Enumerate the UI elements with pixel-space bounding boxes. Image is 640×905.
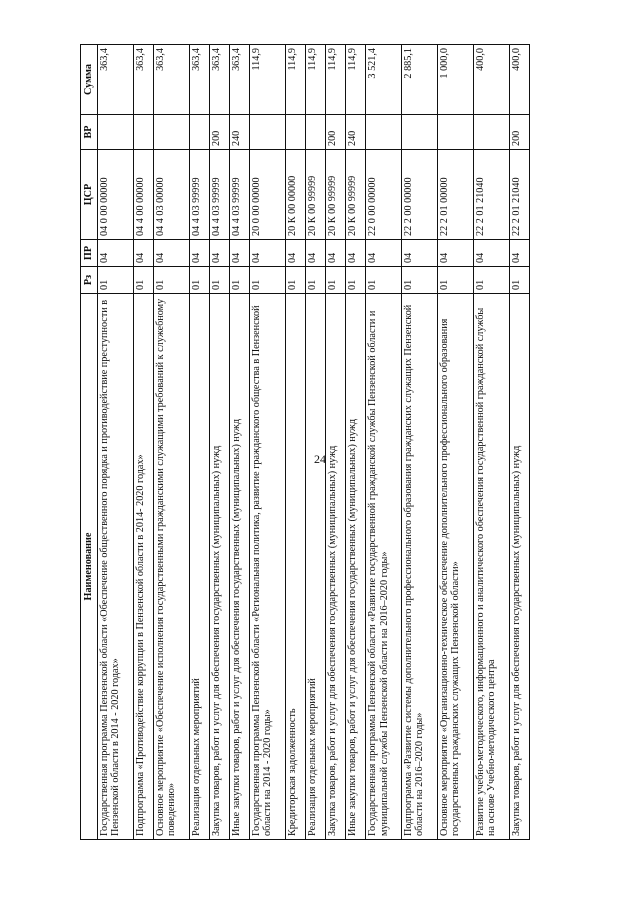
table-row	[366, 45, 402, 840]
cell-rz: 01	[402, 267, 438, 294]
cell-vr	[153, 115, 189, 150]
cell-name: Реализация отдельных мероприятий	[306, 294, 326, 840]
cell-csr: 20 К 00 99999	[306, 150, 326, 240]
cell-csr: 04 4 00 00000	[133, 150, 153, 240]
cell-pr: 04	[209, 240, 229, 267]
header-sum: Сумма	[81, 45, 98, 115]
table-row	[98, 45, 134, 840]
cell-vr	[366, 115, 402, 150]
table-row	[306, 45, 326, 840]
header-pr: ПР	[81, 240, 98, 267]
table-row	[437, 45, 473, 840]
table-row	[346, 45, 366, 840]
cell-sum: 363,4	[209, 45, 229, 115]
table-row	[209, 45, 229, 840]
cell-rz: 01	[306, 267, 326, 294]
cell-vr	[402, 115, 438, 150]
cell-name: Иные закупки товаров, работ и услуг для обеспечения государственных (муниципальных) нужд	[346, 294, 366, 840]
cell-rz: 01	[133, 267, 153, 294]
cell-sum: 363,4	[133, 45, 153, 115]
cell-rz: 01	[437, 267, 473, 294]
cell-name: Государственная программа Пензенской области «Региональная политика, развитие гражданского общества в Пензенской области на 2014 - 2020 годы»	[250, 294, 286, 840]
cell-vr	[133, 115, 153, 150]
rotated-table-container	[80, 45, 530, 840]
table-row	[509, 45, 529, 840]
budget-table	[80, 44, 530, 840]
cell-rz: 01	[346, 267, 366, 294]
cell-vr: 240	[229, 115, 249, 150]
cell-csr: 22 2 01 00000	[437, 150, 473, 240]
cell-csr: 04 4 03 99999	[229, 150, 249, 240]
cell-rz: 01	[153, 267, 189, 294]
cell-vr: 200	[326, 115, 346, 150]
cell-vr: 200	[209, 115, 229, 150]
cell-pr: 04	[326, 240, 346, 267]
table-row	[402, 45, 438, 840]
cell-name: Реализация отдельных мероприятий	[189, 294, 209, 840]
table-row	[189, 45, 209, 840]
cell-rz: 01	[229, 267, 249, 294]
cell-csr: 22 0 00 00000	[366, 150, 402, 240]
cell-rz: 01	[366, 267, 402, 294]
cell-vr	[189, 115, 209, 150]
cell-pr: 04	[437, 240, 473, 267]
cell-name: Подпрограмма «Развитие системы дополнительного профессионального образования гражданских служащих Пензенской области на 2016–2020 годы»	[402, 294, 438, 840]
cell-vr: 240	[346, 115, 366, 150]
cell-name: Кредиторская задолженность	[285, 294, 305, 840]
cell-vr	[285, 115, 305, 150]
cell-pr: 04	[402, 240, 438, 267]
cell-name: Иные закупки товаров, работ и услуг для обеспечения государственных (муниципальных) нужд	[229, 294, 249, 840]
cell-rz: 01	[509, 267, 529, 294]
table-row	[326, 45, 346, 840]
cell-name: Закупка товаров, работ и услуг для обеспечения государственных (муниципальных) нужд	[326, 294, 346, 840]
table-row	[473, 45, 509, 840]
cell-pr: 04	[153, 240, 189, 267]
cell-vr	[437, 115, 473, 150]
cell-sum: 114,9	[250, 45, 286, 115]
cell-sum: 363,4	[189, 45, 209, 115]
cell-vr: 200	[509, 115, 529, 150]
cell-pr: 04	[473, 240, 509, 267]
cell-csr: 20 К 00 99999	[346, 150, 366, 240]
cell-sum: 363,4	[153, 45, 189, 115]
table-row	[250, 45, 286, 840]
cell-sum: 114,9	[306, 45, 326, 115]
cell-rz: 01	[98, 267, 134, 294]
cell-csr: 04 0 00 00000	[98, 150, 134, 240]
cell-name: Основное мероприятие «Обеспечение исполнения государственными гражданскими служащими требований к служебному поведению»	[153, 294, 189, 840]
cell-csr: 22 2 01 21040	[473, 150, 509, 240]
cell-pr: 04	[250, 240, 286, 267]
cell-pr: 04	[285, 240, 305, 267]
header-name: Наименование	[81, 294, 98, 840]
header-rz: Рз	[81, 267, 98, 294]
cell-pr: 04	[98, 240, 134, 267]
header-vr: ВР	[81, 115, 98, 150]
cell-sum: 1 000,0	[437, 45, 473, 115]
cell-name: Государственная программа Пензенской области «Развитие государственной гражданской службы Пензенской области и муниципальной службы Пензенской области на 2016–2020 годы»	[366, 294, 402, 840]
cell-sum: 3 521,4	[366, 45, 402, 115]
cell-vr	[306, 115, 326, 150]
cell-name: Закупка товаров, работ и услуг для обеспечения государственных (муниципальных) нужд	[509, 294, 529, 840]
cell-sum: 363,4	[98, 45, 134, 115]
cell-rz: 01	[189, 267, 209, 294]
cell-pr: 04	[229, 240, 249, 267]
cell-name: Основное мероприятие «Организационно-техническое обеспечение дополнительного профессионального образования государственных гражданских служащих Пензенской области»	[437, 294, 473, 840]
cell-sum: 400,0	[509, 45, 529, 115]
table-row	[153, 45, 189, 840]
cell-name: Закупка товаров, работ и услуг для обеспечения государственных (муниципальных) нужд	[209, 294, 229, 840]
cell-vr	[98, 115, 134, 150]
cell-pr: 04	[306, 240, 326, 267]
cell-pr: 04	[189, 240, 209, 267]
cell-rz: 01	[250, 267, 286, 294]
table-row	[133, 45, 153, 840]
cell-name: Развитие учебно-методического, информационного и аналитического обеспечения государственной гражданской службы на основе Учебно-методического центра	[473, 294, 509, 840]
cell-vr	[473, 115, 509, 150]
cell-rz: 01	[326, 267, 346, 294]
cell-sum: 363,4	[229, 45, 249, 115]
cell-csr: 20 К 00 00000	[285, 150, 305, 240]
header-csr: ЦСР	[81, 150, 98, 240]
cell-csr: 04 4 03 99999	[189, 150, 209, 240]
cell-rz: 01	[285, 267, 305, 294]
cell-sum: 114,9	[326, 45, 346, 115]
cell-pr: 04	[133, 240, 153, 267]
cell-sum: 2 885,1	[402, 45, 438, 115]
page-number: 24	[314, 452, 326, 466]
cell-name: Подпрограмма «Противодействие коррупции в Пензенской области в 2014- 2020 годах»	[133, 294, 153, 840]
cell-pr: 04	[509, 240, 529, 267]
cell-sum: 114,9	[285, 45, 305, 115]
cell-csr: 20 К 00 99999	[326, 150, 346, 240]
table-row	[285, 45, 305, 840]
cell-pr: 04	[366, 240, 402, 267]
cell-sum: 114,9	[346, 45, 366, 115]
cell-csr: 22 2 01 21040	[509, 150, 529, 240]
cell-sum: 400,0	[473, 45, 509, 115]
table-header-row	[81, 45, 98, 840]
cell-vr	[250, 115, 286, 150]
cell-pr: 04	[346, 240, 366, 267]
cell-csr: 04 4 03 99999	[209, 150, 229, 240]
cell-rz: 01	[209, 267, 229, 294]
cell-rz: 01	[473, 267, 509, 294]
table-row	[229, 45, 249, 840]
cell-csr: 22 2 00 00000	[402, 150, 438, 240]
cell-csr: 04 4 03 00000	[153, 150, 189, 240]
cell-csr: 20 0 00 00000	[250, 150, 286, 240]
cell-name: Государственная программа Пензенской области «Обеспечение общественного порядка и противодействие преступности в Пензенской области в 2014 - 2020 годах»	[98, 294, 134, 840]
